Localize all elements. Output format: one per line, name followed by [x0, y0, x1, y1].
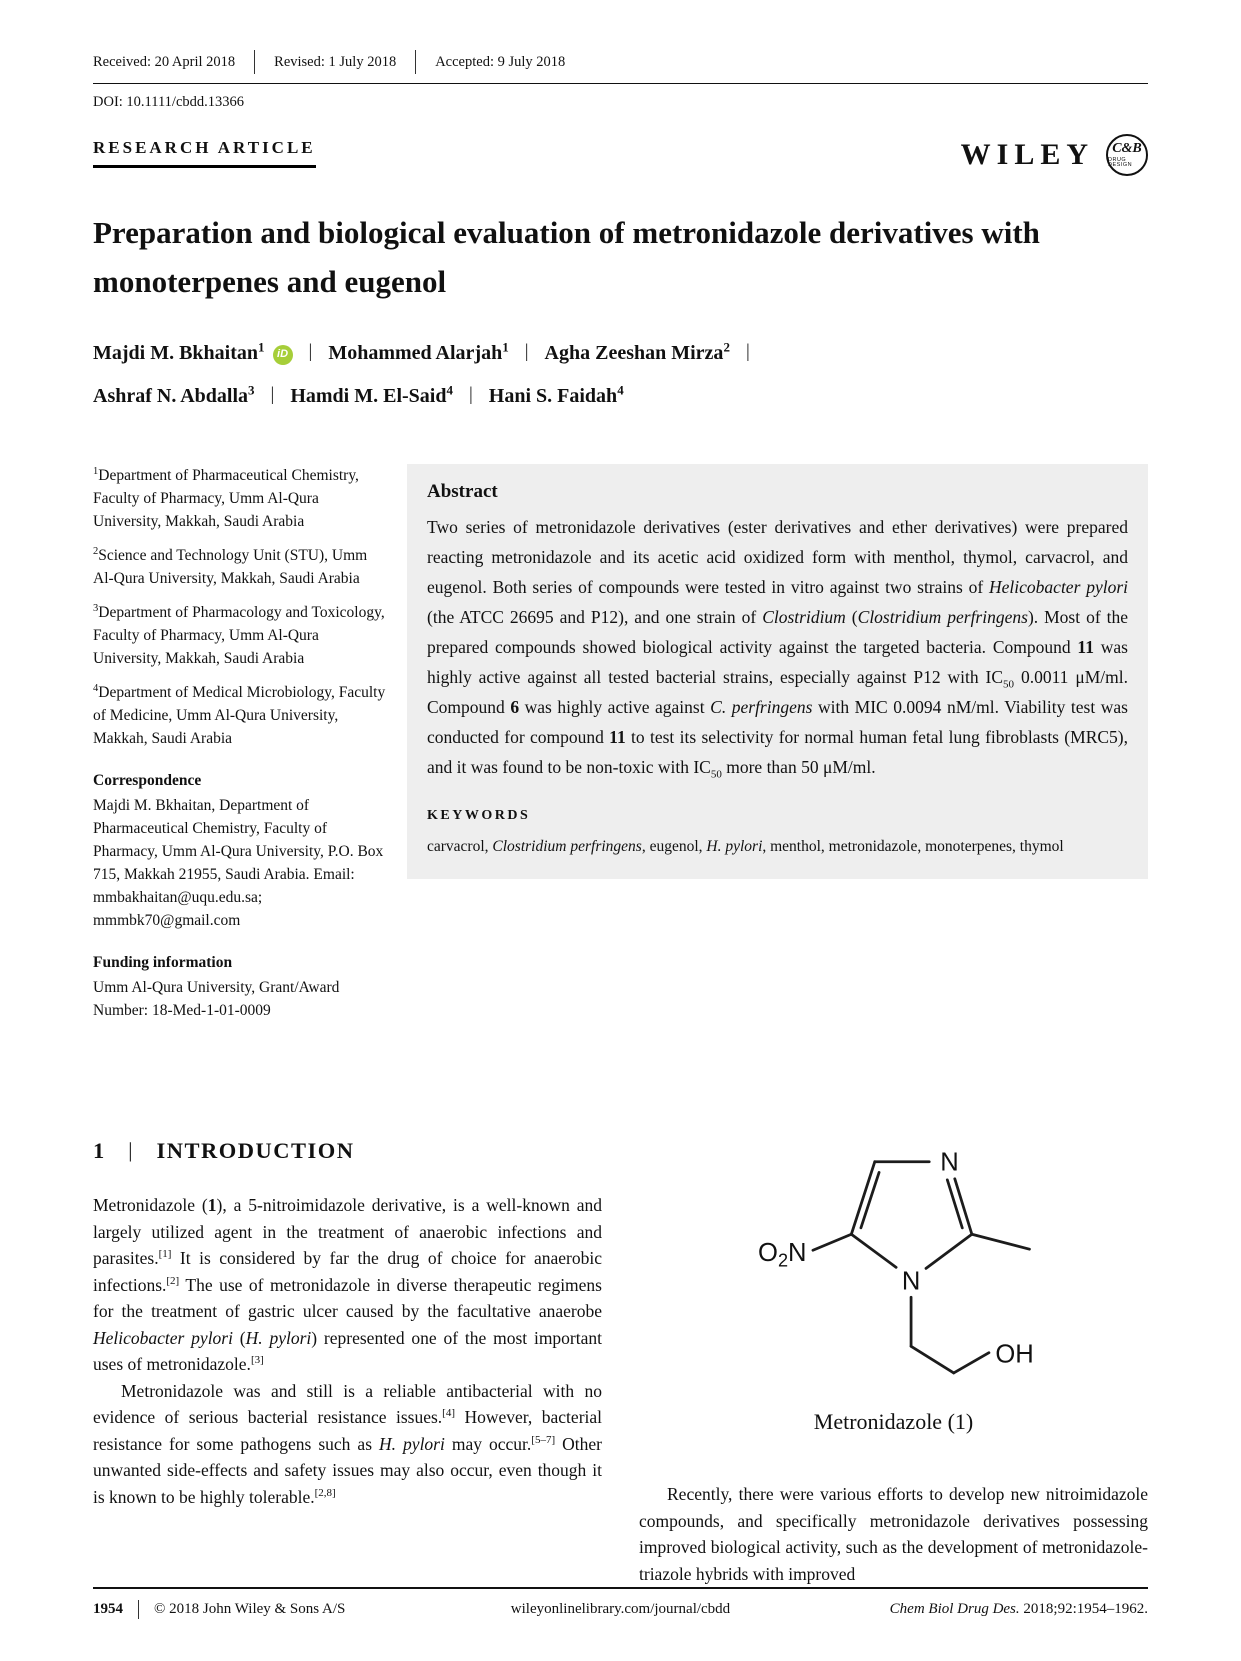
copyright-text: © 2018 John Wiley & Sons A/S	[154, 1601, 346, 1617]
correspondence-text: Majdi M. Bkhaitan, Department of Pharmaceutical Chemistry, Faculty of Pharmacy, Umm Al-Qura University, P.O. Box 715, Makkah 21955, Saudi Arabia. Email: mmbakhaitan@uqu.edu.sa; mmmbk70@gmail.com	[93, 797, 384, 929]
journal-logo-text: C&B	[1112, 140, 1142, 156]
figure-caption: Metronidazole (1)	[813, 1409, 974, 1434]
section-heading-introduction	[93, 1138, 602, 1164]
atom-label-oh: OH	[994, 1340, 1034, 1369]
author-name: Ashraf N. Abdalla$^3$	[93, 382, 255, 407]
journal-citation: Chem Biol Drug Des. 2018;92:1954–1962.	[889, 1601, 1148, 1617]
atom-labels	[758, 1148, 1034, 1368]
article-body	[93, 1134, 1148, 1587]
page-number: 1954	[93, 1601, 123, 1617]
abstract-box	[407, 464, 1148, 879]
affiliation: $^4$Department of Medical Microbiology, Faculty of Medicine, Umm Al-Qura University, Makkah, Saudi Arabia	[93, 682, 386, 747]
affiliation: $^3$Department of Pharmacology and Toxicology, Faculty of Pharmacy, Umm Al-Qura University, Makkah, Saudi Arabia	[93, 602, 385, 667]
metronidazole-structure-image	[734, 1136, 1054, 1388]
orcid-icon[interactable]: iD	[273, 345, 293, 365]
divider	[138, 1600, 139, 1619]
revised-date: Revised: 1 July 2018	[274, 53, 397, 70]
author-name: Hamdi M. El-Said$^4$	[290, 382, 453, 407]
author-affiliation-sup: 4	[617, 382, 624, 398]
author-affiliation-sup: 1	[258, 339, 265, 355]
keywords-heading: KEYWORDS	[427, 808, 531, 823]
author-separator: |	[270, 384, 275, 405]
journal-logo-subtext: DRUG DESIGN	[1108, 156, 1133, 168]
dates-row	[93, 50, 1148, 74]
author-separator: |	[468, 384, 473, 405]
divider	[415, 50, 416, 74]
journal-url: wileyonlinelibrary.com/journal/cbdd	[510, 1601, 731, 1617]
author-affiliation-sup: 3	[248, 382, 255, 398]
keywords-text: carvacrol, Clostridium perfringens, eugenol, H. pylori, menthol, metronidazole, monoterpenes, thymol	[427, 838, 1064, 855]
section-number: 1	[93, 1138, 105, 1163]
type-row	[93, 138, 1148, 176]
author-list	[93, 332, 1148, 418]
publisher-brand	[961, 134, 1148, 176]
author-name: Agha Zeeshan Mirza$^2$	[544, 339, 730, 364]
affiliation-column	[93, 464, 389, 1022]
divider	[254, 50, 255, 74]
author-separator: |	[745, 341, 750, 362]
article-title: Preparation and biological evaluation of metronidazole derivatives with monoterpenes and eugenol	[93, 215, 1040, 299]
figure-metronidazole	[639, 1136, 1148, 1435]
author-separator: |	[308, 341, 313, 362]
intro-paragraph-1: Metronidazole (1), a 5-nitroimidazole derivative, is a well-known and largely utilized agent in the treatment of anaerobic infections and parasites.[1] It is considered by far the drug of choice for anaerobic infections.[2] The use of metronidazole in diverse therapeutic regimens for the treatment of gastric ulcer caused by the facultative anaerobe Helicobacter pylori (H. pylori) represented one of the most important uses of metronidazole.[3]	[93, 1195, 602, 1374]
page-footer	[93, 1587, 1148, 1619]
intro-paragraph-3: Recently, there were various efforts to develop new nitroimidazole compounds, and specifically metronidazole derivatives possessing improved biological activity, such as the development of metronidazole-triazole hybrids with improved	[639, 1484, 1148, 1584]
affiliation: $^2$Science and Technology Unit (STU), Umm Al-Qura University, Makkah, Saudi Arabia	[93, 545, 368, 587]
abstract-heading: Abstract	[427, 481, 498, 502]
abstract-text: Two series of metronidazole derivatives (ester derivatives and ether derivatives) were prepared reacting metronidazole and its acetic acid oxidized form with menthol, thymol, carvacrol, and eugenol. Both series of compounds were tested in vitro against two strains of Helicobacter pylori (the ATCC 26695 and P12), and one strain of Clostridium (Clostridium perfringens). Most of the prepared compounds showed biological activity against the targeted bacteria. Compound 11 was highly active against all tested bacterial strains, especially against P12 with $IC_{50}$ 0.0011 μM/ml. Compound 6 was highly active against C. perfringens with MIC 0.0094 nM/ml. Viability test was conducted for compound 11 to test its selectivity for normal human fetal lung fibroblasts (MRC5), and it was found to be non-toxic with $IC_{50}$ more than 50 μM/ml.	[427, 517, 1128, 781]
journal-logo-icon	[1106, 134, 1148, 176]
author-name: Hani S. Faidah$^4$	[488, 382, 624, 407]
doi: DOI: 10.1111/cbdd.13366	[93, 94, 245, 110]
funding-text: Umm Al-Qura University, Grant/Award Number: 18-Med-1-01-0009	[93, 979, 340, 1019]
accepted-date: Accepted: 9 July 2018	[435, 53, 566, 70]
section-separator: |	[128, 1138, 133, 1162]
author-name: Mohammed Alarjah$^1$	[328, 339, 509, 364]
atom-label-no2: $O_2N$	[757, 1238, 807, 1271]
author-affiliation-sup: 1	[502, 339, 509, 355]
wiley-logo: WILEY	[960, 138, 1094, 171]
body-column-right	[639, 1134, 1148, 1587]
author-affiliation-sup: 4	[446, 382, 453, 398]
author-separator: |	[524, 341, 529, 362]
footer-row	[93, 1600, 1148, 1619]
atom-label-n1: N	[901, 1267, 920, 1296]
received-date: Received: 20 April 2018	[93, 53, 236, 70]
header-rule	[93, 83, 1148, 84]
atom-label-n3: N	[939, 1148, 959, 1177]
author-affiliation-sup: 2	[723, 339, 730, 355]
author-name: Majdi M. Bkhaitan$^1$	[93, 339, 265, 364]
footer-rule	[93, 1587, 1148, 1589]
correspondence-heading: Correspondence	[93, 772, 202, 789]
section-title: INTRODUCTION	[156, 1138, 355, 1163]
intro-paragraph-2: Metronidazole was and still is a reliable antibacterial with no evidence of serious bacterial resistance issues.[4] However, bacterial resistance for some pathogens such as H. pylori may occur.[5–7] Other unwanted side-effects and safety issues may also occur, even though it is known to be highly tolerable.[2,8]	[93, 1380, 603, 1507]
affiliation: $^1$Department of Pharmaceutical Chemistry, Faculty of Pharmacy, Umm Al-Qura University, Makkah, Saudi Arabia	[93, 465, 359, 530]
info-section	[93, 464, 1148, 1022]
body-column-left	[93, 1134, 602, 1510]
article-type-label: RESEARCH ARTICLE	[93, 138, 316, 168]
funding-heading: Funding information	[93, 954, 233, 971]
